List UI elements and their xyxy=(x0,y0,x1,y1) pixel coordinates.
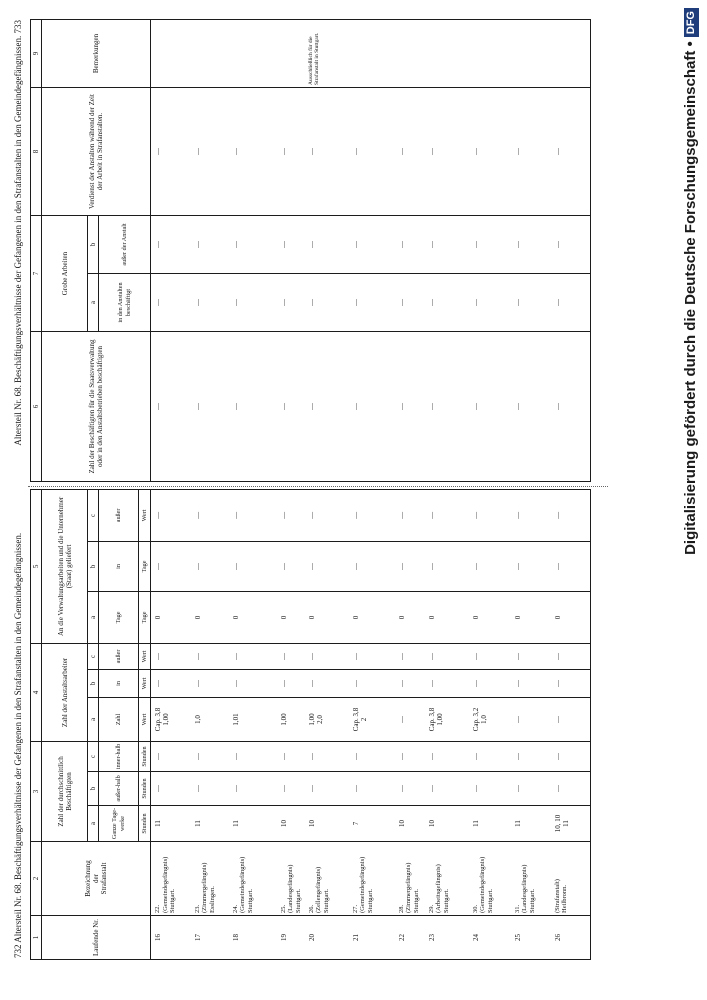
sub-letter: a xyxy=(88,274,99,332)
value-cell: — xyxy=(469,88,511,216)
right-page-header: Altersteil Nr. 68. Beschäftigungsverhältnisse der Gefangenen in den Strafanstalten in den Gemeindegefängnissen. 733 xyxy=(13,20,23,446)
value-cell: — xyxy=(469,741,511,771)
column-number: 3 xyxy=(31,741,42,841)
rough-work-heading: Grobe Arbeiten xyxy=(42,216,88,332)
value-cell: — xyxy=(469,216,511,274)
page-gutter xyxy=(28,486,608,487)
institution-workers-heading: Zahl der Anstaltsarbeiter xyxy=(42,643,88,741)
value-cell: 10 xyxy=(395,806,425,842)
value-cell: — xyxy=(151,541,191,591)
sub-letter: b xyxy=(88,216,99,274)
value-cell: — xyxy=(511,332,551,482)
value-cell: 0 xyxy=(151,591,191,643)
value-cell: — xyxy=(277,274,305,332)
table-row xyxy=(551,489,591,959)
sub-letter: b xyxy=(88,772,99,806)
table-row xyxy=(511,20,551,482)
value-cell: — xyxy=(191,489,229,541)
value-cell: — xyxy=(425,332,469,482)
table-row xyxy=(191,489,229,959)
value-cell: — xyxy=(349,772,395,806)
sub-letter: b xyxy=(88,541,99,591)
value-cell: — xyxy=(469,274,511,332)
value-cell: — xyxy=(229,643,277,669)
value-cell: — xyxy=(551,216,591,274)
institution-name-cell: 31. (Landesgefängnis) Stuttgart. xyxy=(511,842,551,916)
institution-name-cell: 30. (Gemeindegefängnis) Stuttgart. xyxy=(469,842,511,916)
value-cell: — xyxy=(511,772,551,806)
remarks-cell xyxy=(425,20,469,88)
table-row xyxy=(349,20,395,482)
remarks-heading: Bemerkungen xyxy=(42,20,151,88)
column-number: 7 xyxy=(31,216,42,332)
value-cell: — xyxy=(305,669,349,697)
value-cell: — xyxy=(511,741,551,771)
value-cell: — xyxy=(395,643,425,669)
row-number-cell: 19 xyxy=(277,916,305,960)
value-cell: — xyxy=(511,697,551,741)
value-cell: — xyxy=(425,88,469,216)
value-cell: — xyxy=(305,489,349,541)
value-cell: — xyxy=(305,643,349,669)
value-cell: — xyxy=(229,541,277,591)
value-cell: 0 xyxy=(277,591,305,643)
institution-name-cell: 29. (Arbeitsgefängnis) Stuttgart. xyxy=(425,842,469,916)
value-cell: — xyxy=(395,332,425,482)
value-cell: 1,00 xyxy=(277,697,305,741)
value-cell: — xyxy=(191,216,229,274)
row-number-cell: 26 xyxy=(551,916,591,960)
value-cell: — xyxy=(151,332,191,482)
digitization-credit xyxy=(682,8,699,700)
value-cell: 0 xyxy=(349,591,395,643)
institution-name-cell: 22. (Gemeindegefängnis) Stuttgart. xyxy=(151,842,191,916)
remarks-cell xyxy=(151,20,191,88)
column-number-row xyxy=(31,20,42,482)
sub-label: außer xyxy=(99,489,139,541)
administration-workers-heading: Zahl der Beschäftigten für die Staatsverwaltung oder in den Anstaltsbetrieben beschäftigten xyxy=(42,332,151,482)
table-row xyxy=(277,489,305,959)
value-cell: — xyxy=(191,541,229,591)
institution-name-cell: 27. (Gemeindegefängnis) Stuttgart. xyxy=(349,842,395,916)
table-row xyxy=(151,489,191,959)
value-cell: — xyxy=(349,88,395,216)
value-cell: — xyxy=(151,88,191,216)
value-cell: — xyxy=(349,669,395,697)
value-cell: — xyxy=(229,741,277,771)
unit-label: Wert xyxy=(139,669,151,697)
sub-letter: b xyxy=(88,669,99,697)
table-row xyxy=(425,489,469,959)
value-cell: — xyxy=(305,88,349,216)
value-cell: 10, 10 11 xyxy=(551,806,591,842)
value-cell: — xyxy=(551,489,591,541)
table-row xyxy=(229,20,277,482)
value-cell: 1,00 2,0 xyxy=(305,697,349,741)
column-group-row xyxy=(42,20,88,482)
row-number-cell: 18 xyxy=(229,916,277,960)
value-cell: — xyxy=(349,541,395,591)
value-cell: 0 xyxy=(425,591,469,643)
value-cell: — xyxy=(551,332,591,482)
sub-letter: c xyxy=(88,643,99,669)
value-cell: — xyxy=(511,541,551,591)
value-cell: — xyxy=(151,274,191,332)
row-number-cell: 25 xyxy=(511,916,551,960)
value-cell: — xyxy=(191,88,229,216)
remarks-cell xyxy=(511,20,551,88)
earnings-heading: Verdienst der Anstalten während der Zeit der Arbeit in Strafanstalten. xyxy=(42,88,151,216)
unit-label: Stunden xyxy=(139,772,151,806)
sub-letter: a xyxy=(88,697,99,741)
remarks-cell xyxy=(191,20,229,88)
value-cell: 0 xyxy=(305,591,349,643)
right-table-body xyxy=(151,20,591,482)
sub-label: außer-halb xyxy=(99,772,139,806)
table-row xyxy=(229,489,277,959)
value-cell: — xyxy=(229,216,277,274)
value-cell: — xyxy=(277,489,305,541)
sub-label: Tage xyxy=(99,591,139,643)
value-cell: 0 xyxy=(511,591,551,643)
remarks-cell xyxy=(551,20,591,88)
value-cell: — xyxy=(151,489,191,541)
value-cell: — xyxy=(277,332,305,482)
sub-label: außer der Anstalt xyxy=(99,216,151,274)
value-cell: — xyxy=(305,541,349,591)
left-page-table xyxy=(30,489,591,960)
value-cell: — xyxy=(277,643,305,669)
column-number: 4 xyxy=(31,643,42,741)
value-cell: — xyxy=(395,741,425,771)
value-cell: — xyxy=(551,772,591,806)
value-cell: — xyxy=(425,274,469,332)
left-table-body xyxy=(151,489,591,959)
institution-name-cell: 24. (Gemeindegefängnis) Stuttgart. xyxy=(229,842,277,916)
value-cell: — xyxy=(229,332,277,482)
value-cell: — xyxy=(425,741,469,771)
unit-label: Tage xyxy=(139,591,151,643)
value-cell: — xyxy=(551,741,591,771)
table-row xyxy=(191,20,229,482)
value-cell: — xyxy=(191,274,229,332)
value-cell: — xyxy=(151,216,191,274)
value-cell: — xyxy=(151,772,191,806)
value-cell: 10 xyxy=(305,806,349,842)
value-cell: — xyxy=(277,741,305,771)
sub-letter: a xyxy=(88,591,99,643)
value-cell: — xyxy=(349,274,395,332)
institution-name-cell: 28. (Zimmergefängnis) Stuttgart. xyxy=(395,842,425,916)
credit-text: Digitalisierung gefördert durch die Deutsche Forschungsgemeinschaft • xyxy=(682,41,699,555)
value-cell: — xyxy=(469,541,511,591)
table-row xyxy=(469,20,511,482)
column-number: 6 xyxy=(31,332,42,482)
column-number: 1 xyxy=(31,916,42,960)
value-cell: 0 xyxy=(551,591,591,643)
row-number-cell: 16 xyxy=(151,916,191,960)
table-row xyxy=(395,489,425,959)
value-cell: — xyxy=(511,216,551,274)
unit-label: Wert xyxy=(139,643,151,669)
value-cell: — xyxy=(425,541,469,591)
unit-label: Stunden xyxy=(139,741,151,771)
value-cell: — xyxy=(305,772,349,806)
column-number: 8 xyxy=(31,88,42,216)
value-cell: — xyxy=(511,88,551,216)
value-cell: 11 xyxy=(191,806,229,842)
value-cell: — xyxy=(469,489,511,541)
remarks-cell: Ausschließlich für die Strafanstalt in Stuttgart. xyxy=(305,20,349,88)
value-cell: — xyxy=(395,216,425,274)
remarks-cell xyxy=(229,20,277,88)
value-cell: — xyxy=(349,216,395,274)
sub-letter: a xyxy=(88,806,99,842)
value-cell: — xyxy=(511,643,551,669)
table-row xyxy=(425,20,469,482)
value-cell: — xyxy=(349,332,395,482)
row-number-cell: 20 xyxy=(305,916,349,960)
column-number: 9 xyxy=(31,20,42,88)
value-cell: — xyxy=(511,489,551,541)
remarks-cell xyxy=(349,20,395,88)
value-cell: — xyxy=(277,541,305,591)
value-cell: 11 xyxy=(151,806,191,842)
value-cell: — xyxy=(305,216,349,274)
value-cell: 11 xyxy=(469,806,511,842)
institution-name-cell: (Strafanstalt) Heilbronn. xyxy=(551,842,591,916)
sub-label: in den Anstalten beschäftigt xyxy=(99,274,151,332)
unit-label: Tage xyxy=(139,541,151,591)
right-page-table xyxy=(30,19,591,482)
table-row xyxy=(151,20,191,482)
value-cell: 0 xyxy=(395,591,425,643)
table-row xyxy=(511,489,551,959)
table-row xyxy=(305,20,349,482)
value-cell: Cap. 3,8 1,00 xyxy=(151,697,191,741)
table-row xyxy=(305,489,349,959)
value-cell: — xyxy=(425,489,469,541)
value-cell: — xyxy=(151,741,191,771)
column-number: 2 xyxy=(31,842,42,916)
institution-name-cell: 26. (Zellengefängnis) Stuttgart. xyxy=(305,842,349,916)
value-cell: — xyxy=(277,772,305,806)
value-cell: — xyxy=(425,669,469,697)
value-cell: — xyxy=(349,489,395,541)
sub-label: Zahl xyxy=(99,697,139,741)
unit-label: Stunden xyxy=(139,806,151,842)
column-group-row xyxy=(42,489,88,959)
column-number: 5 xyxy=(31,489,42,643)
value-cell: — xyxy=(191,669,229,697)
value-cell: — xyxy=(229,88,277,216)
table-row xyxy=(551,20,591,482)
value-cell: — xyxy=(305,741,349,771)
value-cell: 11 xyxy=(229,806,277,842)
sub-letter: c xyxy=(88,741,99,771)
row-number-cell: 23 xyxy=(425,916,469,960)
value-cell: — xyxy=(229,669,277,697)
value-cell: — xyxy=(305,332,349,482)
value-cell: 0 xyxy=(191,591,229,643)
value-cell: — xyxy=(551,88,591,216)
value-cell: — xyxy=(469,643,511,669)
employed-count-heading: Zahl der durchschnittlich Beschäftigten xyxy=(42,741,88,841)
table-row xyxy=(277,20,305,482)
remarks-cell xyxy=(469,20,511,88)
value-cell: — xyxy=(277,88,305,216)
column-number-row xyxy=(31,489,42,959)
left-page-header: 732 Altersteil Nr. 68. Beschäftigungsverhältnisse der Gefangenen in den Strafanstalten in den Gemeindegefängnissen. xyxy=(13,532,23,958)
value-cell: — xyxy=(191,772,229,806)
value-cell: — xyxy=(191,643,229,669)
value-cell: Cap. 3,8 1,00 xyxy=(425,697,469,741)
value-cell: — xyxy=(551,643,591,669)
sub-label: außer xyxy=(99,643,139,669)
value-cell: — xyxy=(551,274,591,332)
value-cell: — xyxy=(395,669,425,697)
unit-label: Wert xyxy=(139,697,151,741)
remarks-cell xyxy=(277,20,305,88)
value-cell: — xyxy=(511,274,551,332)
value-cell: 0 xyxy=(469,591,511,643)
value-cell: — xyxy=(425,216,469,274)
value-cell: — xyxy=(469,332,511,482)
sub-label: inner-halb xyxy=(99,741,139,771)
value-cell: — xyxy=(425,643,469,669)
row-number-cell: 17 xyxy=(191,916,229,960)
deliveries-heading: An die Verwaltungsarbeiten und die Unternehmer (Staat) geliefert xyxy=(42,489,88,643)
sub-label: in xyxy=(99,541,139,591)
value-cell: 10 xyxy=(277,806,305,842)
value-cell: — xyxy=(229,274,277,332)
value-cell: — xyxy=(469,669,511,697)
value-cell: 0 xyxy=(229,591,277,643)
value-cell: Cap. 3,2 1,0 xyxy=(469,697,511,741)
value-cell: — xyxy=(349,741,395,771)
value-cell: — xyxy=(395,772,425,806)
value-cell: — xyxy=(395,489,425,541)
value-cell: — xyxy=(277,669,305,697)
row-number-cell: 24 xyxy=(469,916,511,960)
value-cell: — xyxy=(551,669,591,697)
value-cell: 1,0 xyxy=(191,697,229,741)
value-cell: — xyxy=(229,772,277,806)
remarks-cell xyxy=(395,20,425,88)
table-row xyxy=(469,489,511,959)
value-cell: — xyxy=(425,772,469,806)
row-number-cell: 21 xyxy=(349,916,395,960)
sub-label: in xyxy=(99,669,139,697)
value-cell: — xyxy=(395,541,425,591)
value-cell: — xyxy=(395,274,425,332)
value-cell: 7 xyxy=(349,806,395,842)
sub-label: Ganze Tage-werke xyxy=(99,806,139,842)
value-cell: Cap. 3,8 2 xyxy=(349,697,395,741)
dfg-logo-badge: DFG xyxy=(684,8,699,37)
table-row xyxy=(395,20,425,482)
institution-name-heading: Bezeichnung der Strafanstalt xyxy=(42,842,151,916)
sub-letter: c xyxy=(88,489,99,541)
value-cell: — xyxy=(395,88,425,216)
value-cell: — xyxy=(511,669,551,697)
value-cell: — xyxy=(551,541,591,591)
value-cell: — xyxy=(191,741,229,771)
unit-label: Wert xyxy=(139,489,151,541)
value-cell: — xyxy=(229,489,277,541)
table-row xyxy=(349,489,395,959)
value-cell: — xyxy=(551,697,591,741)
value-cell: — xyxy=(151,669,191,697)
value-cell: 1,01 xyxy=(229,697,277,741)
value-cell: — xyxy=(191,332,229,482)
value-cell: — xyxy=(151,643,191,669)
institution-name-cell: 25. (Landesgefängnis) Stuttgart. xyxy=(277,842,305,916)
value-cell: 11 xyxy=(511,806,551,842)
value-cell: — xyxy=(349,643,395,669)
institution-name-cell: 23. (Zimmergefängnis) Esslingen. xyxy=(191,842,229,916)
value-cell: 10 xyxy=(425,806,469,842)
running-number-heading: Laufende Nr. xyxy=(42,916,151,960)
value-cell: — xyxy=(469,772,511,806)
row-number-cell: 22 xyxy=(395,916,425,960)
value-cell: — xyxy=(395,697,425,741)
value-cell: — xyxy=(277,216,305,274)
value-cell: — xyxy=(305,274,349,332)
